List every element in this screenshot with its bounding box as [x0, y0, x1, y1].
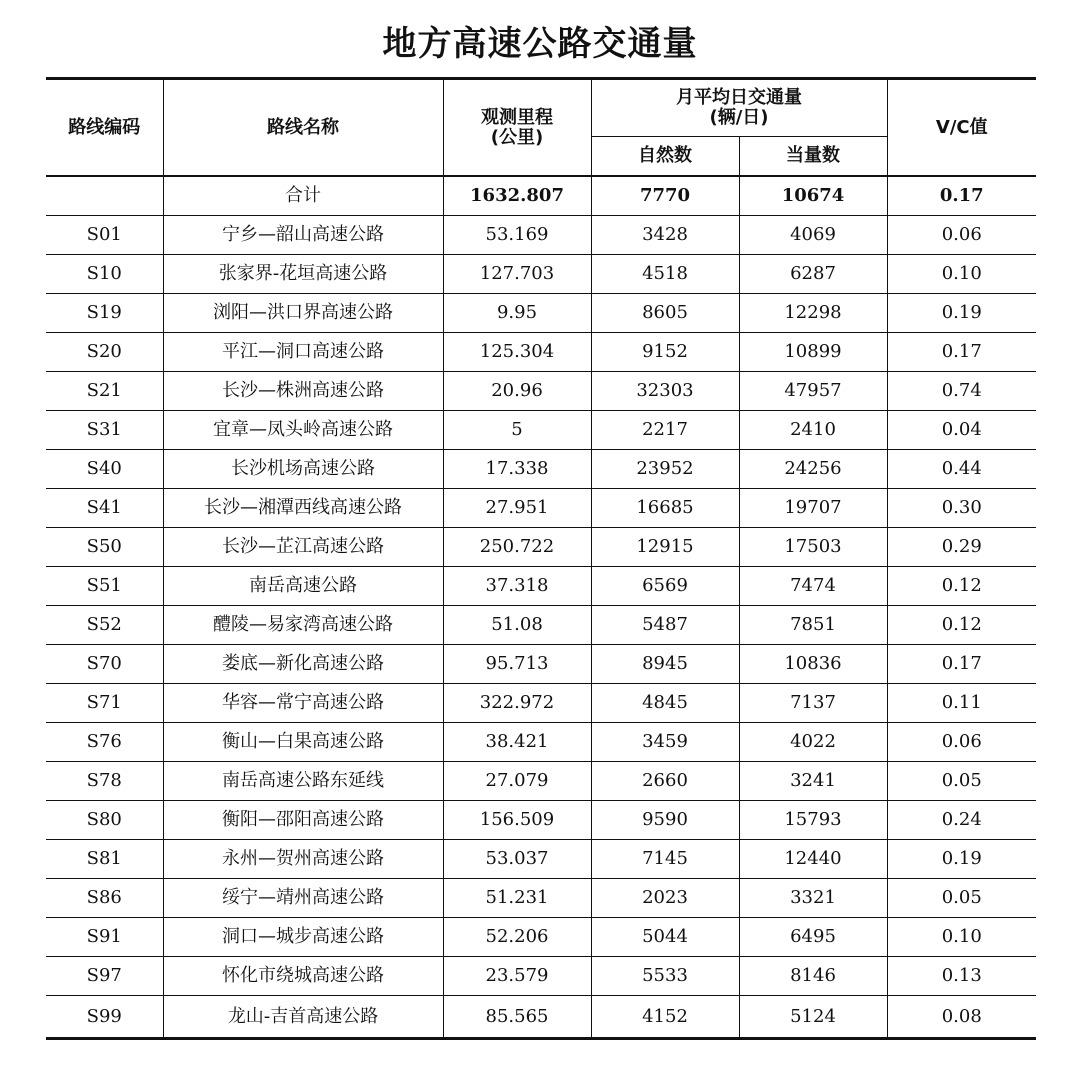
vc-ratio-cell: 0.44	[887, 450, 1036, 489]
natural-count-cell: 9152	[591, 333, 739, 372]
natural-count-cell: 3428	[591, 216, 739, 255]
header-mileage	[443, 79, 591, 177]
natural-count-cell: 9590	[591, 801, 739, 840]
natural-count-cell: 5533	[591, 957, 739, 996]
header-natural-count: 自然数	[591, 137, 739, 177]
route-code-cell: S51	[46, 567, 163, 606]
table-row	[46, 684, 1036, 723]
natural-count-cell: 2660	[591, 762, 739, 801]
table-row	[46, 645, 1036, 684]
table-row	[46, 450, 1036, 489]
route-name-cell: 娄底—新化高速公路	[163, 645, 443, 684]
vc-ratio-cell: 0.29	[887, 528, 1036, 567]
route-code-cell: S97	[46, 957, 163, 996]
equivalent-count-cell: 47957	[739, 372, 887, 411]
route-code-cell: S78	[46, 762, 163, 801]
route-code-cell: S99	[46, 996, 163, 1039]
table-row	[46, 411, 1036, 450]
route-code-cell: S52	[46, 606, 163, 645]
route-code-cell: S80	[46, 801, 163, 840]
route-code-cell: S81	[46, 840, 163, 879]
table-row	[46, 489, 1036, 528]
total-row	[46, 176, 1036, 216]
header-monthly-traffic	[591, 79, 887, 137]
table-row	[46, 723, 1036, 762]
table-row	[46, 762, 1036, 801]
equivalent-count-cell: 3321	[739, 879, 887, 918]
equivalent-count-cell: 7474	[739, 567, 887, 606]
table-row	[46, 996, 1036, 1039]
vc-ratio-cell: 0.12	[887, 606, 1036, 645]
vc-ratio-cell: 0.74	[887, 372, 1036, 411]
route-name-cell: 平江—洞口高速公路	[163, 333, 443, 372]
natural-count-cell: 5044	[591, 918, 739, 957]
route-name-cell: 长沙—湘潭西线高速公路	[163, 489, 443, 528]
route-name-cell: 浏阳—洪口界高速公路	[163, 294, 443, 333]
mileage-cell: 53.169	[443, 216, 591, 255]
mileage-cell: 127.703	[443, 255, 591, 294]
vc-ratio-cell: 0.13	[887, 957, 1036, 996]
mileage-cell: 156.509	[443, 801, 591, 840]
mileage-cell: 17.338	[443, 450, 591, 489]
route-code-cell: S10	[46, 255, 163, 294]
equivalent-count-cell: 17503	[739, 528, 887, 567]
natural-count-cell: 12915	[591, 528, 739, 567]
header-vc-ratio: V/C值	[887, 79, 1036, 177]
equivalent-count-cell: 15793	[739, 801, 887, 840]
mileage-cell: 20.96	[443, 372, 591, 411]
route-name-cell: 洞口—城步高速公路	[163, 918, 443, 957]
route-code-cell: S20	[46, 333, 163, 372]
vc-ratio-cell: 0.11	[887, 684, 1036, 723]
route-name-cell: 长沙机场高速公路	[163, 450, 443, 489]
mileage-cell: 38.421	[443, 723, 591, 762]
route-code-cell: S70	[46, 645, 163, 684]
vc-ratio-cell: 0.05	[887, 879, 1036, 918]
mileage-cell: 125.304	[443, 333, 591, 372]
table-row	[46, 255, 1036, 294]
natural-count-cell: 6569	[591, 567, 739, 606]
natural-count-cell: 2217	[591, 411, 739, 450]
natural-count-cell: 7145	[591, 840, 739, 879]
total-label: 合计	[163, 176, 443, 216]
table-row	[46, 372, 1036, 411]
vc-ratio-cell: 0.04	[887, 411, 1036, 450]
route-name-cell: 怀化市绕城高速公路	[163, 957, 443, 996]
vc-ratio-cell: 0.05	[887, 762, 1036, 801]
route-name-cell: 长沙—芷江高速公路	[163, 528, 443, 567]
total-natural: 7770	[591, 176, 739, 216]
equivalent-count-cell: 7137	[739, 684, 887, 723]
route-name-cell: 宜章—凤头岭高速公路	[163, 411, 443, 450]
equivalent-count-cell: 3241	[739, 762, 887, 801]
traffic-volume-table	[46, 77, 1036, 1040]
table-row	[46, 528, 1036, 567]
natural-count-cell: 8945	[591, 645, 739, 684]
mileage-cell: 52.206	[443, 918, 591, 957]
natural-count-cell: 8605	[591, 294, 739, 333]
equivalent-count-cell: 10899	[739, 333, 887, 372]
route-code-cell: S21	[46, 372, 163, 411]
header-route-name: 路线名称	[163, 79, 443, 177]
equivalent-count-cell: 12440	[739, 840, 887, 879]
mileage-cell: 51.231	[443, 879, 591, 918]
vc-ratio-cell: 0.06	[887, 723, 1036, 762]
mileage-cell: 95.713	[443, 645, 591, 684]
table-row	[46, 957, 1036, 996]
vc-ratio-cell: 0.17	[887, 645, 1036, 684]
equivalent-count-cell: 6287	[739, 255, 887, 294]
header-traffic-label: 月平均日交通量	[676, 87, 802, 108]
route-code-cell: S91	[46, 918, 163, 957]
table-row	[46, 567, 1036, 606]
route-name-cell: 南岳高速公路东延线	[163, 762, 443, 801]
route-code-cell: S31	[46, 411, 163, 450]
table-row	[46, 606, 1036, 645]
mileage-cell: 23.579	[443, 957, 591, 996]
header-mileage-label: 观测里程	[481, 106, 553, 128]
mileage-cell: 250.722	[443, 528, 591, 567]
vc-ratio-cell: 0.10	[887, 918, 1036, 957]
total-mileage: 1632.807	[443, 176, 591, 216]
route-code-cell: S41	[46, 489, 163, 528]
route-name-cell: 南岳高速公路	[163, 567, 443, 606]
table-row	[46, 294, 1036, 333]
table-row	[46, 840, 1036, 879]
natural-count-cell: 4518	[591, 255, 739, 294]
route-name-cell: 衡山—白果高速公路	[163, 723, 443, 762]
table-row	[46, 801, 1036, 840]
equivalent-count-cell: 6495	[739, 918, 887, 957]
route-name-cell: 绥宁—靖州高速公路	[163, 879, 443, 918]
route-name-cell: 衡阳—邵阳高速公路	[163, 801, 443, 840]
route-code-cell: S50	[46, 528, 163, 567]
equivalent-count-cell: 10836	[739, 645, 887, 684]
mileage-cell: 9.95	[443, 294, 591, 333]
route-name-cell: 宁乡—韶山高速公路	[163, 216, 443, 255]
natural-count-cell: 16685	[591, 489, 739, 528]
header-traffic-unit: (辆/日)	[709, 107, 769, 128]
equivalent-count-cell: 24256	[739, 450, 887, 489]
equivalent-count-cell: 12298	[739, 294, 887, 333]
route-code-cell: S40	[46, 450, 163, 489]
equivalent-count-cell: 7851	[739, 606, 887, 645]
vc-ratio-cell: 0.10	[887, 255, 1036, 294]
equivalent-count-cell: 19707	[739, 489, 887, 528]
table-row	[46, 879, 1036, 918]
vc-ratio-cell: 0.06	[887, 216, 1036, 255]
route-name-cell: 醴陵—易家湾高速公路	[163, 606, 443, 645]
route-code-cell: S19	[46, 294, 163, 333]
page-title: 地方高速公路交通量	[382, 24, 698, 64]
mileage-cell: 37.318	[443, 567, 591, 606]
header-route-code: 路线编码	[46, 79, 163, 177]
vc-ratio-cell: 0.12	[887, 567, 1036, 606]
mileage-cell: 322.972	[443, 684, 591, 723]
equivalent-count-cell: 4069	[739, 216, 887, 255]
mileage-cell: 5	[443, 411, 591, 450]
route-name-cell: 永州—贺州高速公路	[163, 840, 443, 879]
natural-count-cell: 32303	[591, 372, 739, 411]
natural-count-cell: 23952	[591, 450, 739, 489]
table-row	[46, 216, 1036, 255]
vc-ratio-cell: 0.30	[887, 489, 1036, 528]
vc-ratio-cell: 0.08	[887, 996, 1036, 1039]
route-code-cell: S71	[46, 684, 163, 723]
mileage-cell: 51.08	[443, 606, 591, 645]
vc-ratio-cell: 0.19	[887, 840, 1036, 879]
natural-count-cell: 4845	[591, 684, 739, 723]
natural-count-cell: 3459	[591, 723, 739, 762]
vc-ratio-cell: 0.19	[887, 294, 1036, 333]
route-code-cell: S76	[46, 723, 163, 762]
mileage-cell: 27.951	[443, 489, 591, 528]
vc-ratio-cell: 0.17	[887, 333, 1036, 372]
route-name-cell: 张家界-花垣高速公路	[163, 255, 443, 294]
equivalent-count-cell: 2410	[739, 411, 887, 450]
route-name-cell: 华容—常宁高速公路	[163, 684, 443, 723]
total-code	[46, 176, 163, 216]
table-row	[46, 918, 1036, 957]
equivalent-count-cell: 8146	[739, 957, 887, 996]
mileage-cell: 53.037	[443, 840, 591, 879]
equivalent-count-cell: 5124	[739, 996, 887, 1039]
header-equivalent-count: 当量数	[739, 137, 887, 177]
mileage-cell: 85.565	[443, 996, 591, 1039]
route-code-cell: S86	[46, 879, 163, 918]
total-equivalent: 10674	[739, 176, 887, 216]
natural-count-cell: 4152	[591, 996, 739, 1039]
route-name-cell: 长沙—株洲高速公路	[163, 372, 443, 411]
route-code-cell: S01	[46, 216, 163, 255]
vc-ratio-cell: 0.24	[887, 801, 1036, 840]
total-vc: 0.17	[887, 176, 1036, 216]
route-name-cell: 龙山-吉首高速公路	[163, 996, 443, 1039]
natural-count-cell: 2023	[591, 879, 739, 918]
mileage-cell: 27.079	[443, 762, 591, 801]
table-row	[46, 333, 1036, 372]
header-mileage-unit: (公里)	[490, 126, 544, 148]
equivalent-count-cell: 4022	[739, 723, 887, 762]
natural-count-cell: 5487	[591, 606, 739, 645]
